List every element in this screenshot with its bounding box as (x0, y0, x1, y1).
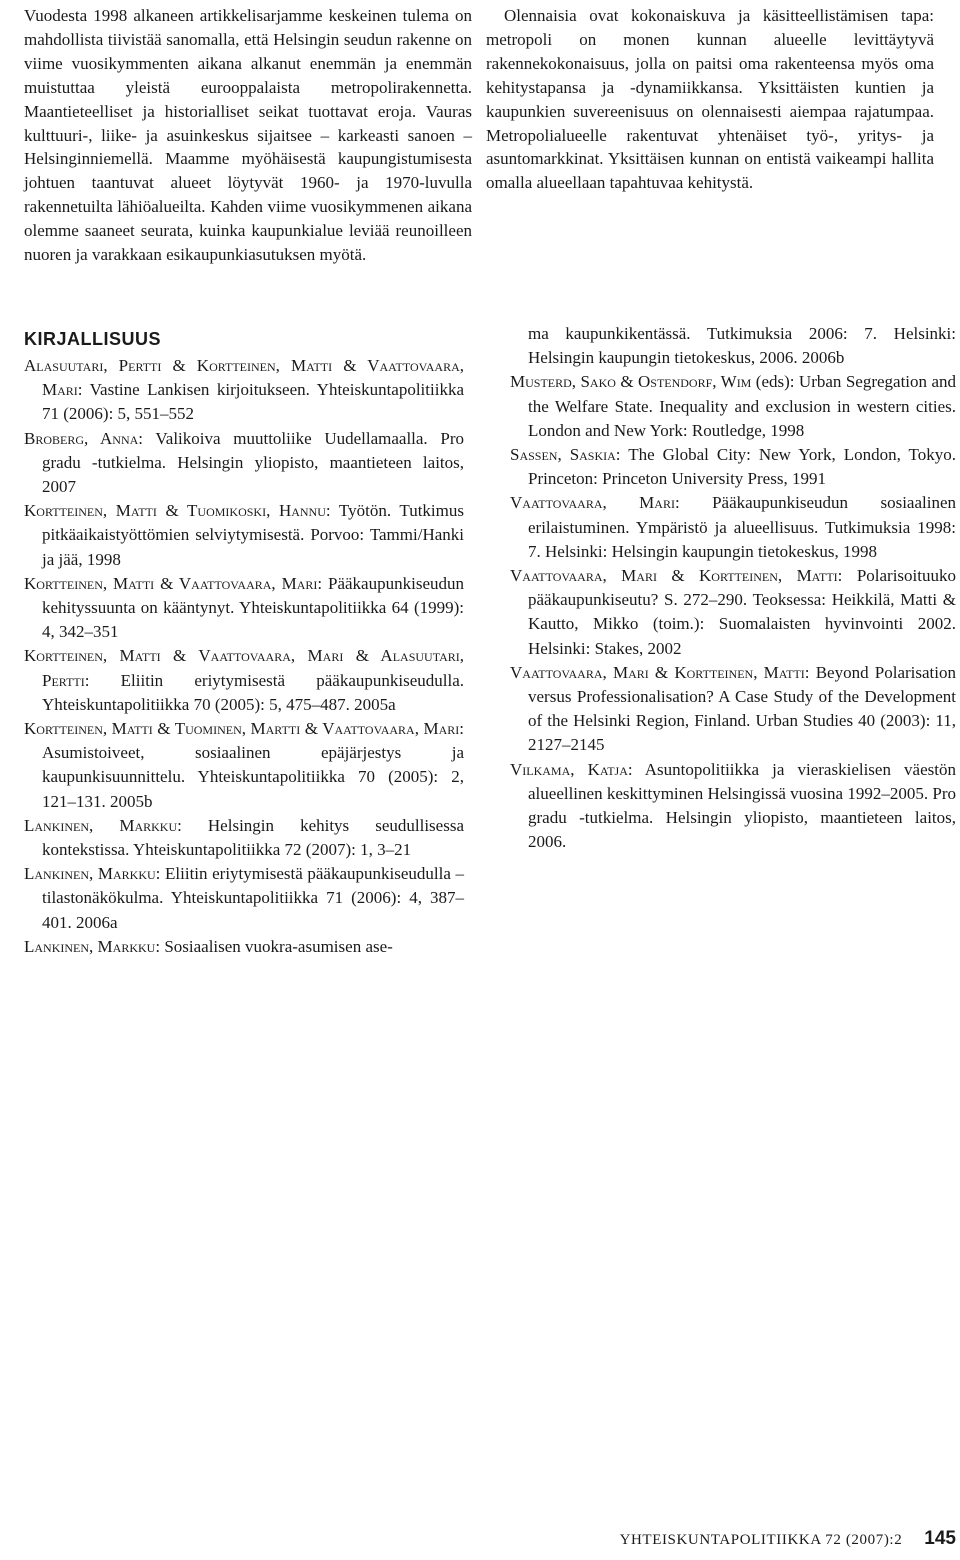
page-footer (582, 1528, 956, 1550)
reference-authors: Kortteinen, Matti & Tuominen, Martti & Vaattovaara, Mari: (24, 719, 464, 739)
references-column-right (510, 322, 956, 854)
reference-details: The Global City: New York, London, Tokyo. Princeton: Princeton University Press, 1991 (528, 445, 956, 489)
reference-entry (510, 491, 956, 564)
reference-details: Polarisoituuko pääkaupunkiseutu? S. 272–290. Teoksessa: Heikkilä, Matti & Kautto, Mikko (toim.): Suomalaisten hyvinvointi 2002. Helsinki: Stakes, 2002 (528, 566, 956, 658)
reference-details: Vastine Lankisen kirjoitukseen. Yhteiskuntapolitiikka 71 (2006): 5, 551–552 (42, 380, 464, 424)
reference-entry (24, 499, 464, 572)
reference-details: Pääkaupunkiseudun kehityssuunta on kääntynyt. Yhteiskuntapolitiikka 64 (1999): 4, 342–351 (42, 573, 464, 642)
reference-continuation: ma kaupunkikentässä. Tutkimuksia 2006: 7. Helsinki: Helsingin kaupungin tietokeskus, 2006. 2006b (528, 324, 956, 368)
reference-authors: Musterd, Sako & Ostendorf, Wim (510, 372, 752, 392)
article-column-left (24, 4, 472, 267)
reference-entry (24, 862, 464, 935)
reference-authors: Broberg, Anna: (24, 428, 144, 448)
reference-entry (24, 354, 464, 427)
reference-details: (eds): Urban Segregation and the Welfare State. Inequality and exclusion in western cities. London and New York: Routledge, 1998 (528, 372, 956, 440)
article-column-right (486, 4, 934, 195)
reference-details: Asuntopolitiikka ja vieraskielisen väestön alueellinen keskittyminen Helsingissä vuosina 1992–2005. Pro gradu -tutkielma. Helsingin yliopisto, maantieteen laitos, 2006. (528, 759, 956, 852)
references-heading: KIRJALLISUUS (24, 329, 162, 349)
references-list-left (24, 354, 464, 959)
reference-authors: Vaattovaara, Mari: (510, 493, 680, 513)
reference-authors: Kortteinen, Matti & Tuomikoski, Hannu: (24, 501, 331, 521)
reference-entry (24, 427, 464, 500)
reference-entry (510, 564, 956, 661)
reference-details: Eliitin eriytymisestä pääkaupunkiseudulla – tilastonäkökulma. Yhteiskuntapolitiikka 71 (2006): 4, 387–401. 2006a (42, 864, 464, 932)
reference-details: Sosiaalisen vuokra-asumisen ase- (160, 936, 393, 956)
reference-authors: Lankinen, Markku: (24, 936, 161, 956)
reference-authors: Lankinen, Markku: (24, 815, 182, 835)
page-number: 145 (924, 1528, 956, 1549)
reference-entry (24, 644, 464, 717)
reference-details: Asumistoiveet, sosiaalinen epäjärjestys ja kaupunkisuunnittelu. Yhteiskuntapolitiikka 70 (2005): 2, 121–131. 2005b (42, 743, 464, 811)
reference-entry (510, 370, 956, 443)
reference-authors: Vilkama, Katja: (510, 759, 633, 779)
article-paragraph: Olennaisia ovat kokonaiskuva ja käsitteellistämisen tapa: metropoli on monen kunnan alueelle levittäytyvä rakennekokonaisuus, jolla on paitsi oma rakenteensa myös oma kehitystapansa ja -dynamiikkansa. Yksittäisten kuntien ja kaupunkien suvereenisuus on olennaisesti aiempaa rajatumpaa. Metropolialueelle rakentuvat yhtenäiset työ-, yritys- ja asuntomarkkinat. Yksittäisen kunnan on entistä vaikeampi hallita omalla alueellaan tapahtuvaa kehitystä. (486, 6, 934, 193)
reference-details: Beyond Polarisation versus Professionalisation? A Case Study of the Development of the Helsinki Region, Finland. Urban Studies 40 (2003): 11, 2127–2145 (528, 662, 956, 755)
reference-details: Työtön. Tutkimus pitkäaikaistyöttömien selviytymisestä. Porvoo: Tammi/Hanki ja jää, 1998 (42, 501, 464, 569)
reference-entry (24, 717, 464, 814)
reference-authors: Kortteinen, Matti & Vaattovaara, Mari & Alasuutari, Pertti: (24, 646, 464, 690)
reference-details: Pääkaupunkiseudun sosiaalinen erilaistuminen. Ympäristö ja alueellisuus. Tutkimuksia 1998: 7. Helsinki: Helsingin kaupungin tietokeskus, 1998 (528, 493, 956, 561)
references-list-right (510, 370, 956, 854)
article-paragraph: Vuodesta 1998 alkaneen artikkelisarjamme keskeinen tulema on mahdollista tiivistää sanomalla, että Helsingin seudun rakenne on viime vuosikymmenten aikana alkanut enemmän ja enemmän muistuttaa yleistä eurooppalaista metropolirakennetta. Maantieteelliset ja historialliset seikat tuottavat eroja. Vauras kulttuuri-, liike- ja asuinkeskus sijaitsee – karkeasti sanoen – Helsinginniemellä. Maamme myöhäisestä kaupungistumisesta johtuen taantuvat alueet löytyvät 1960- ja 1970-luvulla rakennetuilta lähiöalueilta. Kahden viime vuosikymmenen aikana olemme saaneet seurata, kuinka kaupunkialue leviää reunoilleen nuoren ja varakkaan esikaupunkiasutuksen myötä. (24, 6, 472, 265)
reference-authors: Vaattovaara, Mari & Kortteinen, Matti: (510, 566, 843, 586)
reference-authors: Vaattovaara, Mari & Kortteinen, Matti: (510, 662, 810, 682)
reference-entry (510, 758, 956, 855)
reference-authors: Sassen, Saskia: (510, 445, 621, 465)
reference-entry (24, 814, 464, 862)
reference-entry (510, 661, 956, 758)
reference-entry (24, 572, 464, 645)
references-column-left (24, 322, 464, 959)
reference-details: Helsingin kehitys seudullisessa kontekstissa. Yhteiskuntapolitiikka 72 (2007): 1, 3–21 (42, 815, 464, 860)
journal-title: YHTEISKUNTAPOLITIIKKA 72 (2007):2 (619, 1532, 903, 1548)
reference-entry (24, 935, 464, 959)
reference-authors: Lankinen, Markku: (24, 864, 161, 884)
reference-authors: Kortteinen, Matti & Vaattovaara, Mari: (24, 573, 323, 593)
reference-authors: Alasuutari, Pertti & Kortteinen, Matti & Vaattovaara, Mari: (24, 356, 464, 400)
reference-details: Eliitin eriytymisestä pääkaupunkiseudulla. Yhteiskuntapolitiikka 70 (2005): 5, 475–487. 2005a (42, 670, 464, 714)
reference-entry (510, 443, 956, 491)
reference-details: Valikoiva muuttoliike Uudellamaalla. Pro gradu -tutkielma. Helsingin yliopisto, maantieteen laitos, 2007 (42, 428, 464, 497)
